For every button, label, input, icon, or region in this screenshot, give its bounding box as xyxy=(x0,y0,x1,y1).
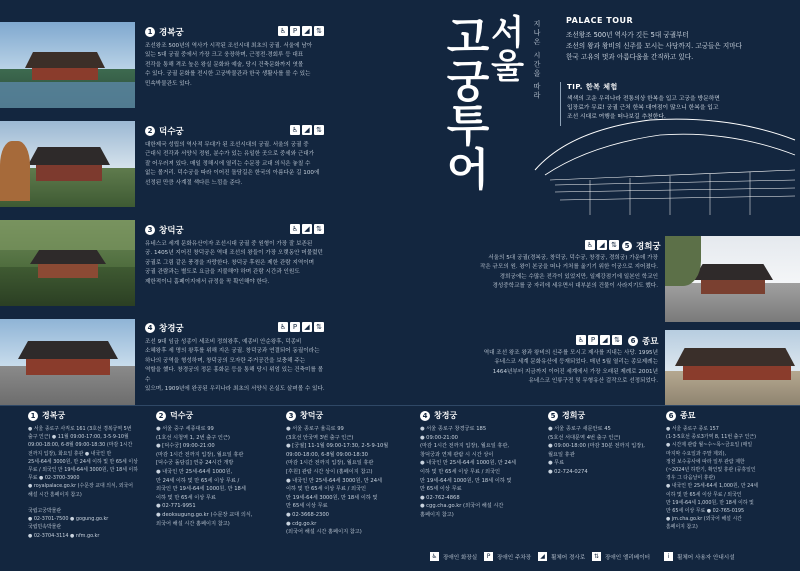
info-jongmyo xyxy=(666,410,800,550)
info-name: 경복궁 xyxy=(42,411,66,420)
accessible-parking-icon: P xyxy=(588,335,598,345)
palace-section-gyeongbokgung xyxy=(145,26,325,89)
photo-deoksugung xyxy=(0,121,135,207)
palace-title-jongmyo xyxy=(628,335,658,347)
title-palace-tour: 고궁투어 xyxy=(438,14,489,190)
wheelchair-ramp-icon: ◢ xyxy=(302,322,312,332)
accessible-toilet-icon: ♿ xyxy=(291,126,299,134)
number-badge: 4 xyxy=(145,323,155,333)
facility-icons xyxy=(576,335,622,345)
title-seoul: 서울 xyxy=(484,14,524,82)
info-changdeokgung xyxy=(286,410,418,550)
palace-description: 조선왕조 500년의 역사가 시작된 조선시대 최초의 궁궐. 서울에 남아 있는 5대 궁궐 중에서 가장 크고 웅장하며, 근정전·경회루 등 대표 전각을 통해 격조 높은 왕실 문화와 예술, 당시 건축문화까지 엿볼 수 있다. 궁궐 문화를 전시한 고궁박물관과 한국 생활사를 볼 수 있는 민속박물관도 있다. xyxy=(145,43,313,87)
info-changgyeonggung xyxy=(420,410,548,550)
palace-roof-illustration xyxy=(530,110,800,220)
accessible-elevator-icon: ⇅ xyxy=(314,125,324,135)
info-text: ● 서울 종로구 율곡로 99 (3호선 안국역 3번 출구 인근) ● [궁궐] 11-1월 09:00-17:30, 2-5·9-10월 09:00-18:00, 6-8월 09:00-18:30 (마감 1시간 전까지 입장), 월요일 휴관 [후원] 관람 시간 상이 (홈페이지 참고) ● 내국인 만 25세-64세 3000원, 만 24세 이하 및 만 65세 이상 무료 / 외국인 만 19세-64세 3000원, 만 18세 이하 및 만 65세 이상 무료 ● 02-3668-2300 ● cdg.go.kr (외국어 해설 시간 홈페이지 참고) xyxy=(286,426,389,536)
photo-changgyeonggung xyxy=(0,319,135,405)
palace-description: 유네스코 세계 문화유산이자 조선시대 궁궐 중 원형이 가장 잘 보존된 궁. 1405년 지어진 창덕궁은 역대 조선의 왕들이 가장 오랫동안 머물렀던 궁궐로 그림 같은 풍경을 자랑한다. 창덕궁 후원은 제한 관람 지역이며 궁궐 관람과는 별도로 요금을 지불해야 하며 관람 시간과 인원도 제한적이니 홈페이지에서 규정을 꼭 확인해야 한다. xyxy=(145,241,323,285)
info-name: 경희궁 xyxy=(562,411,586,420)
number-badge: 6 xyxy=(628,336,638,346)
palace-description: 대한제국 성립의 역사적 무대가 된 조선시대의 궁궐. 서울의 궁궐 중 근대식 전각과 서양식 정원, 분수가 있는 유일한 곳으로 중세와 근대가 잘 어우러져 있다. 매일 정해시에 열리는 수문장 교대 의식은 놓칠 수 없는 볼거리. 덕수궁을 따라 이어진 돌담길은 한국의 아름다운 길 100에 선정된 만큼 사계절 색다른 느낌을 준다. xyxy=(145,142,320,186)
photo-gyeongbokgung xyxy=(0,22,135,108)
number-badge: 3 xyxy=(145,225,155,235)
accessible-toilet-icon: ♿ xyxy=(586,241,594,249)
info-gyeongbokgung xyxy=(28,410,156,550)
facility-icons xyxy=(278,322,324,332)
accessible-parking-icon: P xyxy=(290,26,300,36)
number-badge: 4 xyxy=(420,411,430,421)
palace-tour-text: 조선왕조 500년 역사가 깃든 5대 궁궐부터 조선의 왕과 왕비의 신주를 모시는 사당까지. 고궁들은 지마다 한국 고유의 멋과 아름다움을 간직하고 있다. xyxy=(566,31,743,61)
legend-wheelchair-ramp: ◢ 휠체어 경사로 xyxy=(538,552,585,561)
info-deoksugung xyxy=(156,410,284,550)
info-text: ● 서울 종로구 종로 157 (1·3·5호선 종로3가역 8, 11번 출구 인근) ● 시간제 관람 월~수~목~금요일 (매일 마지막 수요일과 주말 제외), 정전 보수공사에 따라 일부 관람 제한 (~2024년 하반기, 확인및 휴관 (공휴일인 경우 그 다음날이 휴관) ● 내국인 만 25세-64세 1,000원, 만 24세 이하 및 만 65세 이상 무료 / 외국인 만 19세-64세 1,000원, 만 18세 이하 및 만 65세 이상 무료 ● 02-765-0195 ● jm.cha.go.kr (외국어 해설 시간 홈페이지 참고) xyxy=(666,426,759,531)
number-badge: 2 xyxy=(145,126,155,136)
accessible-toilet-icon: ♿ xyxy=(279,27,287,35)
palace-section-changgyeonggung xyxy=(145,322,325,394)
wheelchair-ramp-icon: ◢ xyxy=(302,125,312,135)
wheelchair-user-info-icon: i xyxy=(664,552,673,561)
info-name: 종묘 xyxy=(680,411,696,420)
tip-text: 색색의 고운 우리나라 전통의상 한복을 입고 고궁을 방문하면 입장료가 무료! 궁궐 근처 한복 대여점이 많으니 한복을 입고 조선 시대로 여행을 떠나보길 추천한다. xyxy=(567,96,720,120)
wheelchair-ramp-icon: ◢ xyxy=(597,240,607,250)
facility-icons xyxy=(290,125,324,135)
accessible-parking-icon: P xyxy=(484,552,493,561)
info-name: 창경궁 xyxy=(434,411,458,420)
info-name: 덕수궁 xyxy=(170,411,194,420)
wheelchair-ramp-icon: ◢ xyxy=(302,26,312,36)
palace-name: 덕수궁 xyxy=(159,127,184,137)
facility-icons xyxy=(585,240,619,250)
number-badge: 1 xyxy=(145,27,155,37)
section-divider xyxy=(0,405,800,406)
legend-wheelchair-user-info: i 휠체어 사용자 안내시설 xyxy=(664,552,735,561)
palace-name: 경희궁 xyxy=(636,242,661,252)
accessible-parking-icon: P xyxy=(290,322,300,332)
palace-name: 창덕궁 xyxy=(159,226,184,236)
accessible-elevator-icon: ⇅ xyxy=(612,335,622,345)
wheelchair-ramp-icon: ◢ xyxy=(600,335,610,345)
accessible-toilet-icon: ♿ xyxy=(577,336,585,344)
info-text: ● 서울 중구 세종대로 99 (1호선 시청역 1, 2번 출구 인근) ● [덕수궁] 09:00-21:00 (마감 1시간 전까지 입장), 월요일 휴관 [덕수궁 돌담길] 연중 24시간 개방 ● 내국인 만 25세-64세 1000원, 만 24세 이하 및 만 65세 이상 무료 / 외국인 만 19세-64세 1000원, 만 18세 이하 및 만 65세 이상 무료 ● 02-771-9951 ● deoksugung.go.kr (수문장 교대 의식, 외국어 해설 시간 홈페이지 참고) xyxy=(156,426,253,527)
palace-name: 창경궁 xyxy=(159,324,184,334)
accessible-toilet-icon: ♿ xyxy=(279,323,287,331)
accessible-elevator-icon: ⇅ xyxy=(593,553,600,560)
palace-tour-heading: PALACE TOUR xyxy=(566,16,634,25)
legend-accessible-elevator: ⇅ 장애인 엘리베이터 xyxy=(593,553,651,561)
title-subtitle-vertical: 지나온 시간을 따라 xyxy=(533,20,541,101)
number-badge: 5 xyxy=(622,241,632,251)
wheelchair-ramp-icon: ◢ xyxy=(302,224,312,234)
palace-name: 경복궁 xyxy=(159,28,184,38)
palace-section-changdeokgung xyxy=(145,224,325,287)
palace-description: 조선 9대 임금 성종이 세조비 정희왕후, 예종비 안순왕후, 덕종비 소혜왕후 세 명의 왕후를 위해 지은 궁궐. 창덕궁과 연결되어 동궐이라는 하나의 궁역을 형성하며, 창덕궁의 모자란 주거공간을 보충해 주는 역할을 했다. 창경궁의 정문 홍화문 등을 통해 당시 위엄 있는 건축미를 볼 수 있으며, 1909년에 완공된 우리나라 최초의 서양식 온실도 살펴볼 수 있다. xyxy=(145,339,325,393)
accessible-toilet-icon: ♿ xyxy=(431,553,438,560)
palace-description: 서울의 5대 궁궐(경복궁, 창덕궁, 덕수궁, 창경궁, 경희궁) 가운데 가장 작은 규모의 원. 왕이 본궁을 떠나 거처를 옮기기 위한 이궁으로 지어졌다. 경희궁에는 수많은 전각이 있었지만, 일제강점기에 일본인 학교인 경성중학교를 궁 자리에 세우면서 대부분의 건물이 사라지기도 했다. xyxy=(479,255,658,290)
accessible-elevator-icon: ⇅ xyxy=(314,26,324,36)
info-text: ● 서울 종로구 사직로 161 (3호선 경복궁역 5번 출구 인근) ● 11월 09:00-17:00, 3-5·9-10월 09:00-18:00, 6-8월 09:00-18:30 (마감 1시간 전까지 입장), 화요일 휴관 ● 내국인 만 25세-64세 3000원, 만 24세 이하 및 만 65세 이상 무료 / 외국인 만 19세-64세 3000원, 만 18세 이하 무료 ● 02-3700-3900 ● royalpalace.go.kr (수문장 교대 의식, 외국어 해설 시간 홈페이지 참고) 국립고궁박물관 ● 02-3701-7500 ● gogung.go.kr 국립민속박물관 ● 02-3704-3114 ● nfm.go.kr xyxy=(28,426,138,539)
facility-icons xyxy=(290,224,324,234)
info-gyeonghuigung xyxy=(548,410,666,550)
palace-title-gyeonghuigung xyxy=(622,240,661,252)
number-badge: 5 xyxy=(548,411,558,421)
tip-box xyxy=(560,82,797,126)
photo-jongmyo xyxy=(665,330,800,405)
accessible-elevator-icon: ⇅ xyxy=(314,322,324,332)
info-text: ● 서울 종로구 새문안로 45 (5호선 서대문역 4번 출구 인근) ● 09:00-18:00 (마감 30분 전까지 입장), 월요일 휴관 ● 무료 ● 02-724-0274 xyxy=(548,426,645,475)
palace-name: 종묘 xyxy=(642,337,659,347)
legend-accessible-parking: P 장애인 주차장 xyxy=(484,552,531,561)
photo-changdeokgung xyxy=(0,220,135,306)
info-name: 창덕궁 xyxy=(300,411,324,420)
facility-icons xyxy=(278,26,324,36)
accessible-toilet-icon: ♿ xyxy=(291,225,299,233)
number-badge: 1 xyxy=(28,411,38,421)
legend-accessible-toilet: ♿ 장애인 화장실 xyxy=(431,553,478,561)
palace-description: 역대 조선 왕조 왕과 왕비의 신주를 모시고 제사를 지내는 사당. 1995년 유네스코 세계 문화유산에 등재되었다. 매년 5월 열리는 종묘제례는 1464년부터 지금까지 이어진 세계에서 가장 오래된 제례로 2001년 유네스코 인류구전 및 무형유산 걸작으로 선정되었다. xyxy=(483,350,658,385)
wheelchair-ramp-icon: ◢ xyxy=(538,552,547,561)
number-badge: 2 xyxy=(156,411,166,421)
accessible-elevator-icon: ⇅ xyxy=(314,224,324,234)
number-badge: 6 xyxy=(666,411,676,421)
palace-section-deoksugung xyxy=(145,125,325,188)
tip-heading: TIP. 한복 체험 xyxy=(567,83,618,91)
info-text: ● 서울 종로구 창경궁로 185 ● 09:00-21:00 (마감 1시간 전까지 입장), 월요일 휴관, 창덕궁과 연계 관람 시 시간 상이 ● 내국인 만 25세-64세 1000원, 만 24세 이하 및 만 65세 이상 무료 / 외국인 만 19세-64세 1000원, 만 18세 이하 및 만 65세 이상 무료 ● 02-762-4868 ● cgg.cha.go.kr (외국어 해설 시간 홈페이지 참고) xyxy=(420,426,517,518)
accessible-elevator-icon: ⇅ xyxy=(609,240,619,250)
photo-gyeonghuigung xyxy=(665,236,800,322)
number-badge: 3 xyxy=(286,411,296,421)
